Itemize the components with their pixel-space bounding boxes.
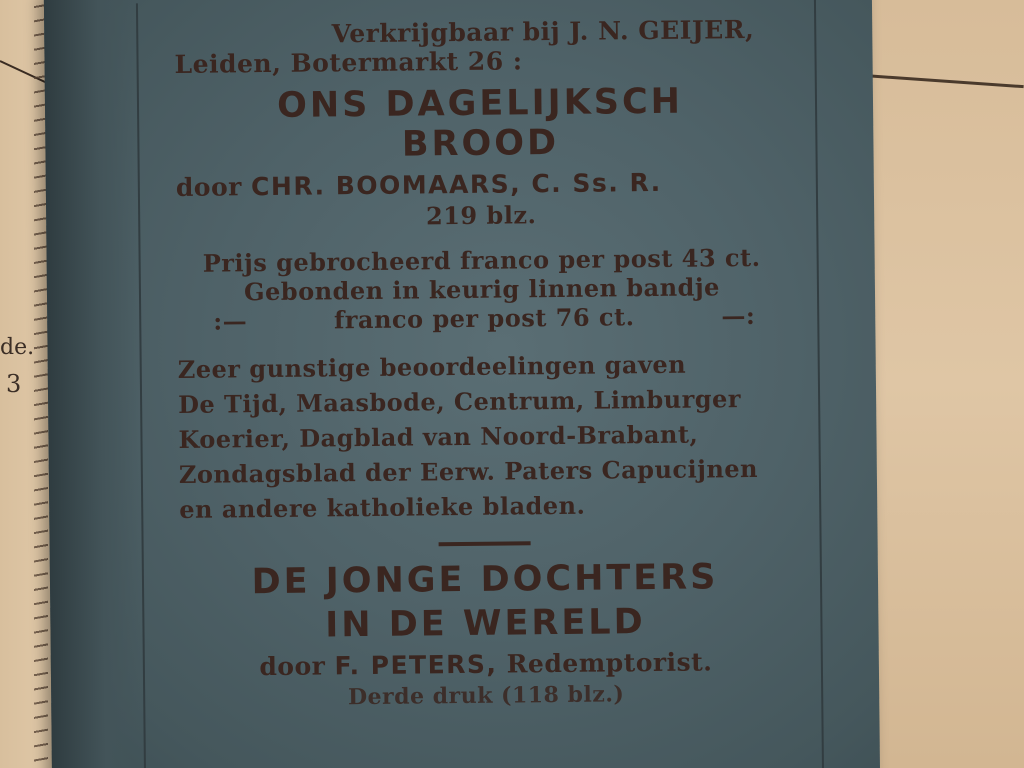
review-line: Zeer gunstige beoordeelingen gaven bbox=[177, 349, 687, 384]
book1-reviews bbox=[178, 346, 790, 527]
book2-byline bbox=[181, 647, 791, 682]
book1-author: CHR. BOOMAARS, C. Ss. R. bbox=[250, 167, 662, 202]
paper-crease-line bbox=[864, 74, 1024, 88]
price-ornament-right: —: bbox=[721, 300, 756, 331]
book2-title-line2: IN DE WERELD bbox=[325, 602, 646, 646]
availability-line: Verkrijgbaar bij J. N. GEIJER, bbox=[331, 14, 755, 49]
address-line: Leiden, Botermarkt 26 : bbox=[174, 46, 523, 79]
book2-author: F. PETERS, bbox=[334, 649, 498, 681]
book1-price-line1: Prijs gebrocheerd franco per post 43 ct. bbox=[202, 242, 761, 278]
review-line: Koerier, Dagblad van Noord-Brabant, bbox=[178, 419, 699, 454]
book1-bound-price: franco per post 76 ct. bbox=[333, 302, 635, 335]
review-line: en andere katholieke bladen. bbox=[179, 490, 586, 524]
book1-by-prefix: door bbox=[175, 172, 243, 202]
book1-byline bbox=[176, 167, 786, 202]
book2-by-prefix: door bbox=[259, 651, 326, 682]
price-ornament-left: :— bbox=[213, 306, 248, 336]
left-page-text-fragment: de. bbox=[0, 335, 35, 360]
booklet-cover bbox=[44, 0, 880, 768]
background-paper bbox=[864, 0, 1024, 768]
advertisement-text bbox=[174, 7, 791, 712]
book1-title-line2: BROOD bbox=[401, 122, 560, 165]
book2-title-line1: DE JONGE DOCHTERS bbox=[251, 557, 719, 603]
left-page-number-fragment: 3 bbox=[6, 370, 22, 398]
book1-pages: 219 blz. bbox=[425, 200, 537, 231]
section-divider bbox=[439, 541, 531, 546]
booklet-spine-shadow bbox=[44, 0, 142, 768]
book1-title-line1: ONS DAGELIJKSCH bbox=[276, 81, 684, 126]
book2-edition-cut-off: Derde druk (118 blz.) bbox=[347, 681, 625, 711]
review-line: Zondagsblad der Eerw. Paters Capucijnen bbox=[178, 453, 759, 489]
book2-author-role: Redemptorist. bbox=[506, 647, 713, 679]
book1-price-line2: Gebonden in keurig linnen bandje bbox=[243, 272, 720, 307]
review-line: De Tijd, Maasbode, Centrum, Limburger bbox=[177, 384, 742, 419]
